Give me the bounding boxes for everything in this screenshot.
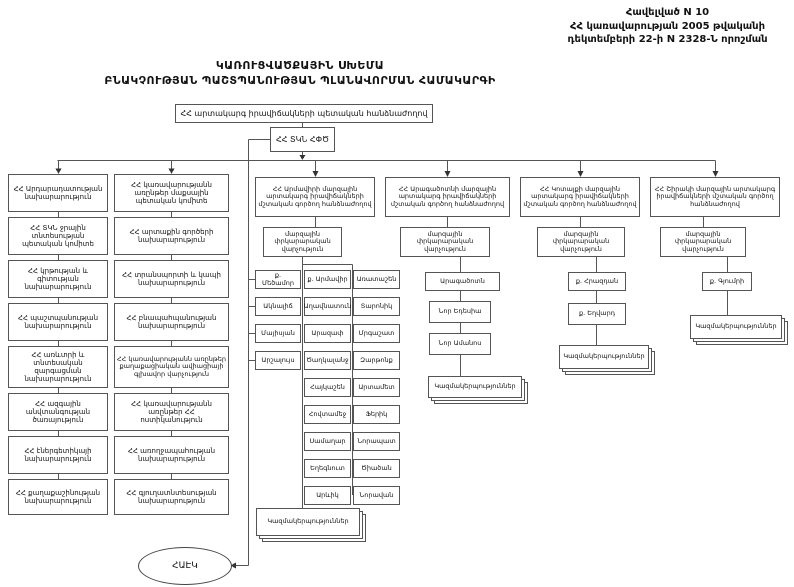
region-commission-box-kotayk: ՀՀ Կոտայքի մարզային արտակարգ իրավիճակների մշտական գործող հանձնաժողով: [520, 177, 640, 217]
settlement-box: Հայկաշեն: [304, 378, 351, 397]
chart-title-line2: ԲՆԱԿՉՈՒԹՅԱՆ ՊԱՇՏՊԱՆՈՒԹՅԱՆ ՊԼԱՆԱՎՈՐՄԱՆ ՀԱՄԱԿԱՐԳԻ: [104, 74, 496, 88]
settlement-box: Նորապատ: [353, 432, 400, 451]
ministry-box: ՀՀ արտաքին գործերի նախարարություն: [114, 217, 229, 255]
ministry-box: ՀՀ բնապահպանության նախարարություն: [114, 303, 229, 341]
settlement-box: Արշալույս: [255, 351, 301, 370]
settlement-box: Նոր Եդեսիա: [429, 301, 491, 323]
decree-owner: ՀՀ կառավարության 2005 թվականի: [569, 20, 766, 32]
settlement-box: Նորավան: [353, 486, 400, 505]
settlement-box: Մայիսյան: [255, 324, 301, 343]
settlement-box: ք. Եղվարդ: [568, 303, 626, 325]
settlement-box: Մրգաշատ: [353, 324, 400, 343]
ministry-box: ՀՀ կրթության և գիտության նախարարություն: [8, 260, 108, 298]
settlement-box: Ակնալիճ: [255, 297, 301, 316]
organizations-stack-kotayk: [559, 345, 649, 369]
settlement-box: Ֆերիկ: [353, 405, 400, 424]
decree-reference: դեկտեմբերի 22-ի N 2328-Ն որոշման: [567, 34, 768, 45]
organizations-stack-aragatsotn: [428, 376, 522, 398]
state-commission-box: ՀՀ արտակարգ իրավիճակների պետական հանձնաժողով: [175, 104, 433, 123]
settlement-box: ք. Հրազդան: [568, 272, 626, 291]
settlement-box: Սամաղար: [304, 432, 351, 451]
region-rescue-dept-box-shirak: մարզային փրկարարական վարչություն: [660, 227, 746, 257]
appendix-number: Հավելված N 10: [625, 7, 710, 18]
settlement-box: Տարոնիկ: [353, 297, 400, 316]
settlement-box: Աղավնատուն: [304, 297, 351, 316]
settlement-box: ք. Մեծամոր: [255, 270, 301, 289]
region-rescue-dept-box-aragatsotn: մարզային փրկարարական վարչություն: [400, 227, 490, 257]
settlement-box: Զարթոնք: [353, 351, 400, 370]
ministry-box: ՀՀ քաղաքաշինության նախարարություն: [8, 479, 108, 515]
ministry-box: ՀՀ կառավարությանն առընթեր մաքսային պետական կոմիտե: [114, 174, 229, 212]
rescue-service-box: ՀՀ ՏԿՆ ՀՓԾ: [270, 127, 335, 152]
ministry-box: ՀՀ Արդարադատության նախարարություն: [8, 174, 108, 212]
settlement-box: Արտամետ: [353, 378, 400, 397]
region-commission-box-shirak: ՀՀ Շիրակի մարզային արտակարգ իրավիճակների մշտական գործող հանձնաժողով: [650, 177, 780, 217]
ministry-box: ՀՀ կառավարությանն առընթեր քաղաքացիական ավիացիայի գլխավոր վարչություն: [114, 346, 229, 388]
ministry-box: ՀՀ կառավարությանն առընթեր ՀՀ ոստիկանություն: [114, 393, 229, 431]
npp-ellipse: ՀԱԷԿ: [138, 547, 232, 585]
ministry-box: ՀՀ էներգետիկայի նախարարություն: [8, 436, 108, 474]
settlement-box: ք. Արմավիր: [304, 270, 351, 289]
settlement-box: Ծաղկալանջ: [304, 351, 351, 370]
ministry-box: ՀՀ գյուղատնտեսության նախարարություն: [114, 479, 229, 515]
settlement-box: Արագածոտն: [425, 272, 500, 291]
organizations-label: Կազմակերպություններ: [559, 345, 649, 369]
chart-title: [55, 58, 545, 89]
settlement-box: Ծիածան: [353, 459, 400, 478]
appendix-note: [545, 6, 790, 47]
region-rescue-dept-box-armavir: մարզային փրկարարական վարչություն: [263, 227, 342, 257]
settlement-box: Առատաշեն: [353, 270, 400, 289]
ministry-box: ՀՀ առողջապահության նախարարություն: [114, 436, 229, 474]
ministry-box: ՀՀ ՏԿՆ ջրային տնտեսության պետական կոմիտե: [8, 217, 108, 255]
settlement-box: Արազափ: [304, 324, 351, 343]
ministry-box: ՀՀ ազգային անվտանգության ծառայություն: [8, 393, 108, 431]
ministry-box: ՀՀ պաշտպանության նախարարություն: [8, 303, 108, 341]
organizations-label: Կազմակերպություններ: [690, 315, 782, 339]
settlement-box: Եղեգնուտ: [304, 459, 351, 478]
settlement-box: Նոր Ամանոս: [429, 333, 491, 355]
ministry-box: ՀՀ առևտրի և տնտեսական զարգացման նախարարություն: [8, 346, 108, 388]
settlement-box: ք. Գյումրի: [702, 272, 752, 291]
organizations-label: Կազմակերպություններ: [256, 508, 360, 536]
region-commission-box-armavir: ՀՀ Արմավիրի մարզային արտակարգ իրավիճակների մշտական գործող հանձնաժողով: [255, 177, 375, 217]
region-rescue-dept-box-kotayk: մարզային փրկարարական վարչություն: [537, 227, 625, 257]
settlement-box: Արևիկ: [304, 486, 351, 505]
organizations-stack-shirak: [690, 315, 782, 339]
settlement-box: Հովտամեջ: [304, 405, 351, 424]
organizations-stack-armavir: [256, 508, 360, 536]
chart-title-line1: ԿԱՌՈՒՑՎԱԾՔԱՅԻՆ ՍԽԵՄԱ: [215, 59, 385, 72]
ministry-box: ՀՀ տրանսպորտի և կապի նախարարություն: [114, 260, 229, 298]
region-commission-box-aragatsotn: ՀՀ Արագածոտնի մարզային արտակարգ իրավիճակների մշտական գործող հանձնաժողով: [385, 177, 510, 217]
organizations-label: Կազմակերպություններ: [428, 376, 522, 398]
